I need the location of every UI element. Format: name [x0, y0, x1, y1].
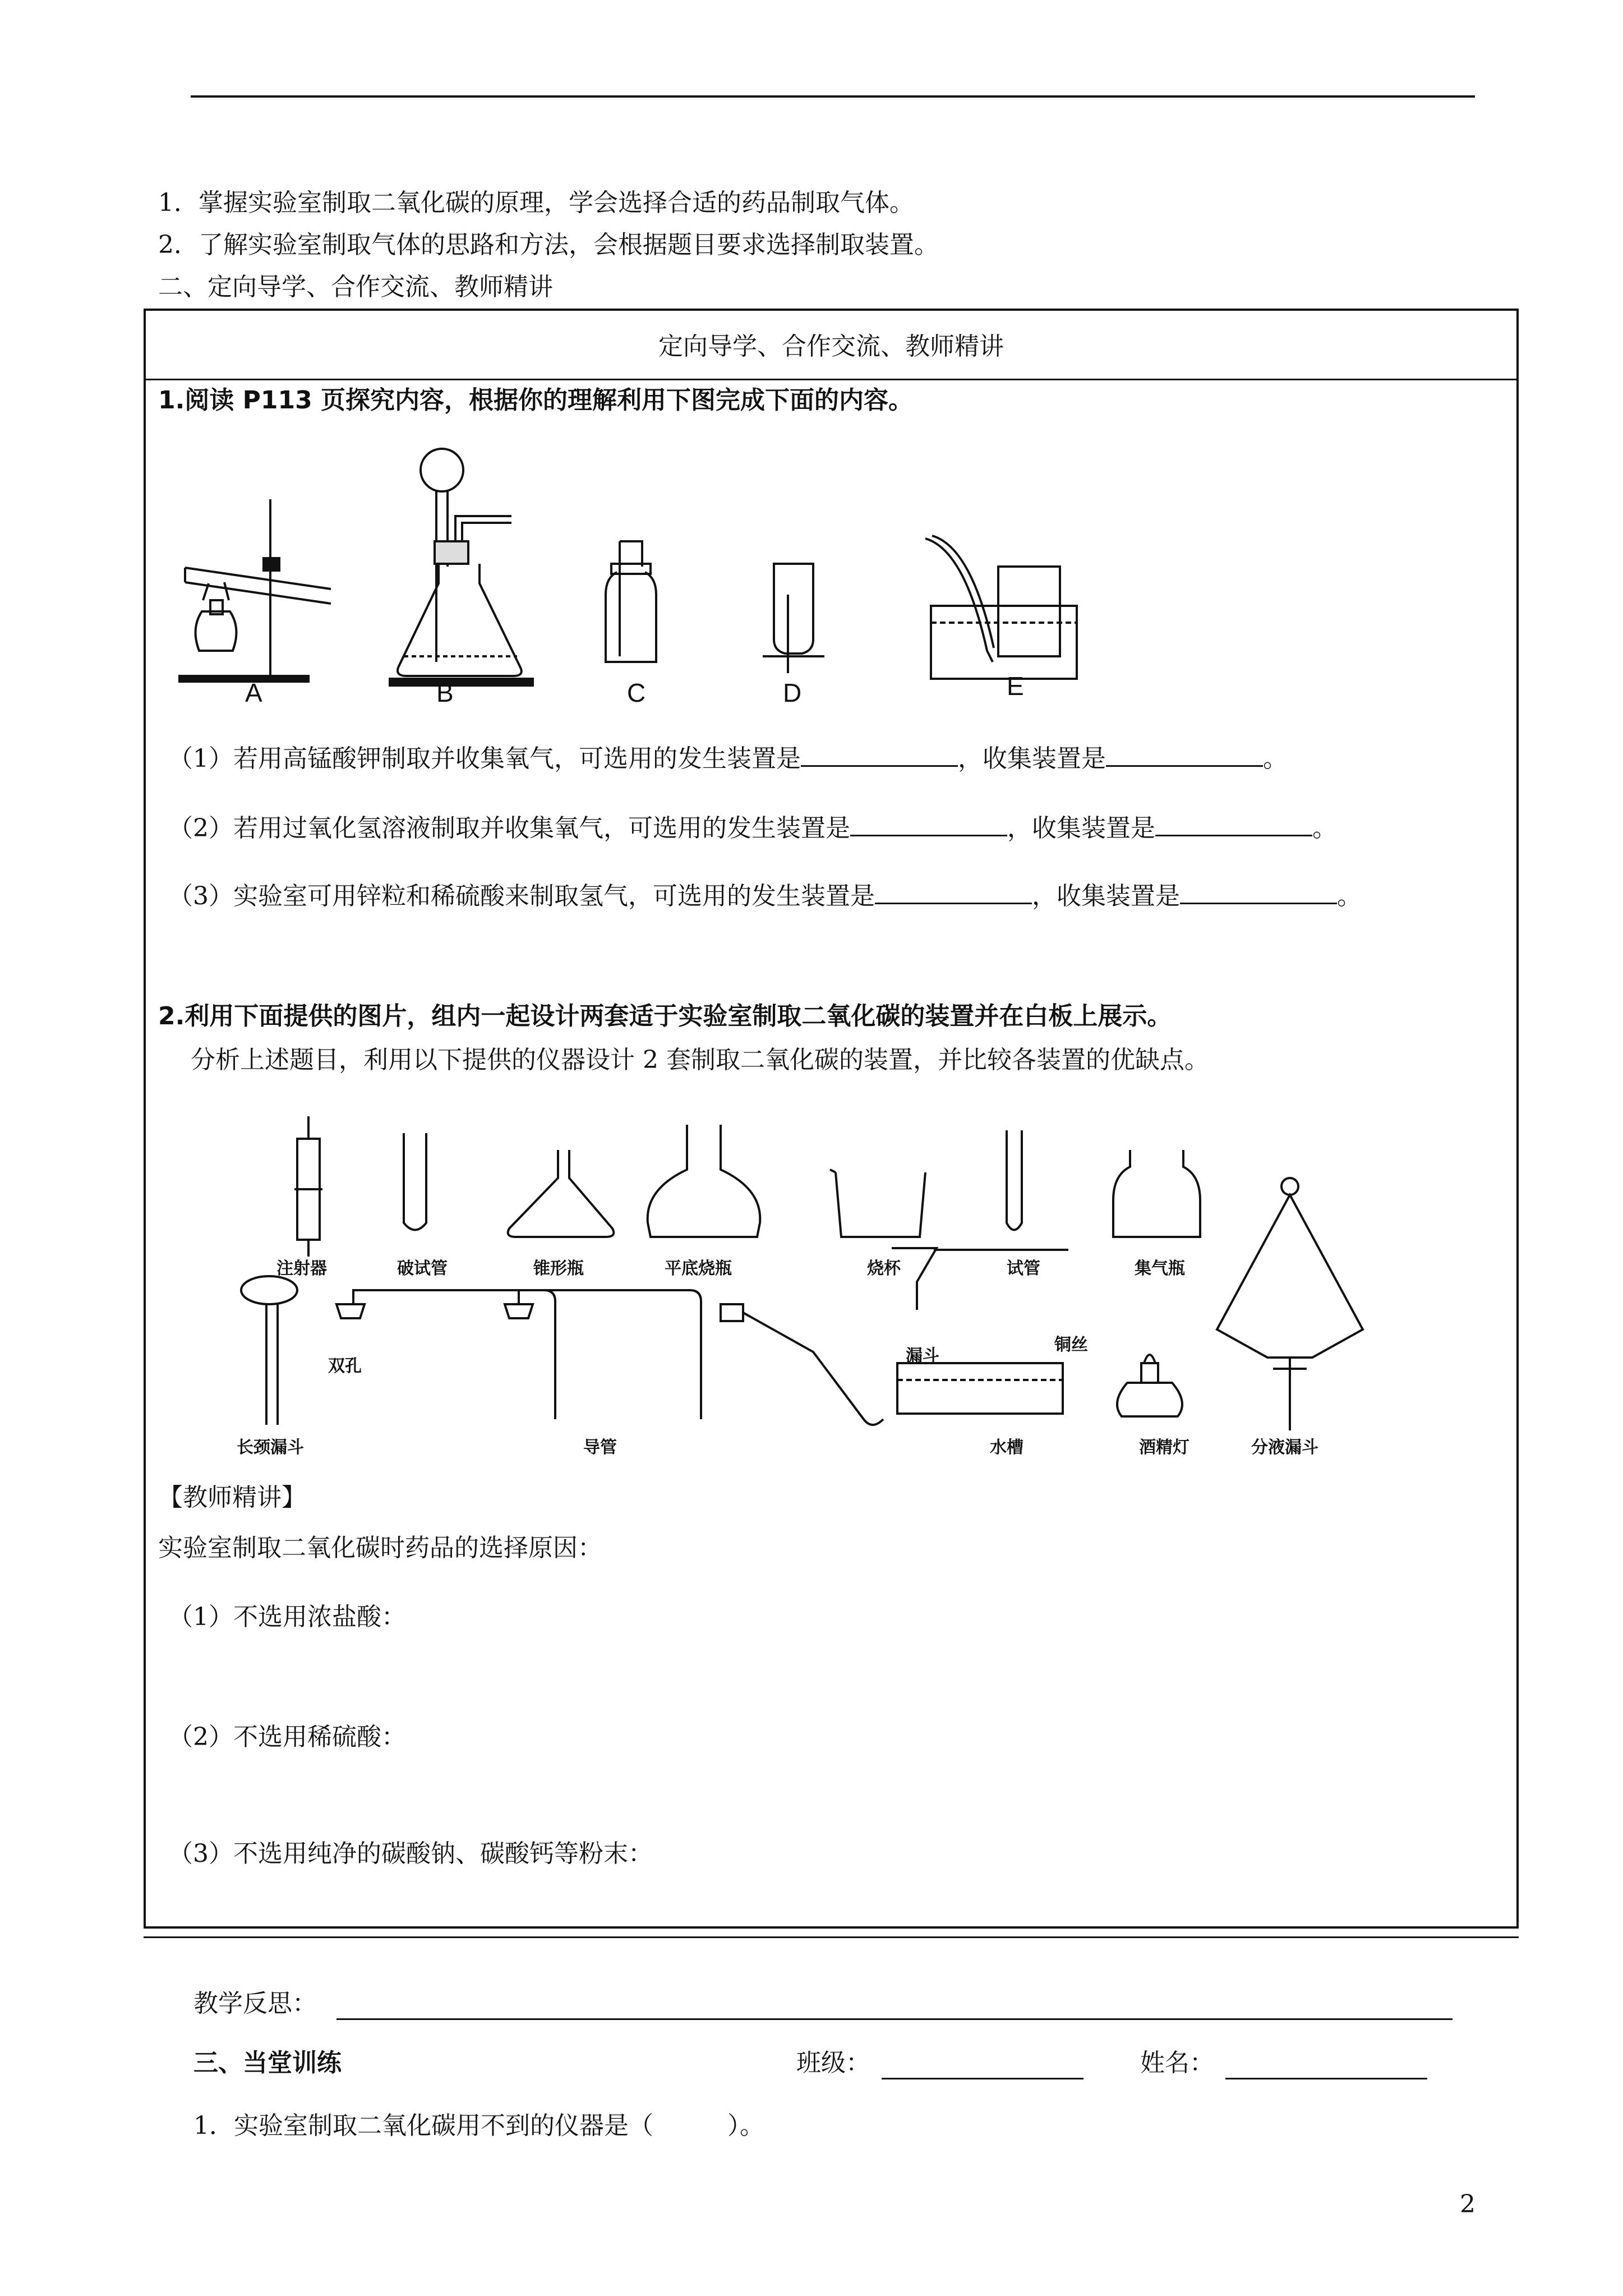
name-label: 姓名：: [1140, 2049, 1214, 2077]
instruments-figure: [213, 1116, 1391, 1453]
teacher-item-2: （2）不选用稀硫酸：: [168, 1723, 406, 1751]
table-header-divider: [144, 379, 1519, 380]
teacher-item-1: （1）不选用浓盐酸：: [168, 1603, 406, 1631]
label-long-funnel: 长颈漏斗: [237, 1438, 304, 1457]
name-blank[interactable]: [1225, 2078, 1427, 2079]
label-beaker: 烧杯: [867, 1259, 901, 1278]
page-number: 2: [1460, 2190, 1476, 2219]
objective-2: 2．了解实验室制取气体的思路和方法，会根据题目要求选择制取装置。: [158, 231, 939, 259]
q1-item-3-generator-blank[interactable]: [875, 877, 1032, 904]
label-water-trough: 水槽: [990, 1438, 1023, 1457]
label-funnel: 漏斗: [906, 1346, 939, 1366]
teacher-intro: 实验室制取二氧化碳时药品的选择原因：: [158, 1534, 602, 1562]
q1-item-3: （3）实验室可用锌粒和稀硫酸来制取氢气，可选用的发生装置是 ，收集装置是 。: [168, 877, 1362, 913]
q1-item-2: （2）若用过氧化氢溶液制取并收集氧气，可选用的发生装置是 ，收集装置是 。: [168, 809, 1337, 845]
q1-item-1: （1）若用高锰酸钾制取并收集氧气，可选用的发生装置是 ，收集装置是 。: [168, 739, 1288, 776]
question-2-description: 分析上述题目，利用以下提供的仪器设计 2 套制取二氧化碳的装置，并比较各装置的优缺点。: [191, 1046, 1209, 1074]
q1-item-1-collector-blank[interactable]: [1106, 739, 1263, 767]
label-separatory-funnel: 分液漏斗: [1251, 1438, 1318, 1457]
label-syringe: 注射器: [276, 1259, 327, 1278]
table-header: 定向导学、合作交流、教师精讲: [658, 332, 1004, 361]
question-2-title: 2.利用下面提供的图片，组内一起设计两套适于实验室制取二氧化碳的装置并在白板上展示。: [158, 1002, 1172, 1030]
q1-item-3-collector-blank[interactable]: [1180, 877, 1337, 904]
table-bottom-double-rule: [144, 1936, 1519, 1938]
class-blank[interactable]: [882, 2078, 1083, 2079]
apparatus-label-e: E: [1007, 671, 1024, 701]
section-2-heading: 二、定向导学、合作交流、教师精讲: [158, 273, 553, 301]
apparatus-figure-a-e: [168, 438, 1122, 718]
label-alcohol-lamp: 酒精灯: [1139, 1438, 1189, 1457]
label-gas-jar: 集气瓶: [1135, 1259, 1185, 1278]
teacher-item-3: （3）不选用纯净的碳酸钠、碳酸钙等粉末：: [168, 1839, 653, 1868]
label-broken-tube: 破试管: [397, 1259, 448, 1278]
header-rule: [191, 95, 1475, 98]
apparatus-label-a: A: [245, 678, 262, 707]
q1-item-2-collector-blank[interactable]: [1155, 809, 1312, 836]
reflection-label: 教学反思：: [193, 1989, 317, 2018]
question-1-title: 1.阅读 P113 页探究内容，根据你的理解利用下图完成下面的内容。: [158, 386, 914, 415]
q1-item-2-generator-blank[interactable]: [850, 809, 1007, 836]
reflection-line[interactable]: [336, 2018, 1453, 2020]
section-3-heading: 三、当堂训练: [193, 2049, 342, 2077]
label-conical-flask: 锥形瓶: [533, 1259, 584, 1278]
label-copper-wire: 铜丝: [1054, 1335, 1088, 1355]
objective-1: 1．掌握实验室制取二氧化碳的原理，学会选择合适的药品制取气体。: [158, 188, 914, 217]
class-label: 班级：: [796, 2049, 870, 2077]
training-question-1: 1．实验室制取二氧化碳用不到的仪器是（ ）。: [193, 2111, 764, 2140]
label-double-hole: 双孔: [328, 1356, 362, 1376]
q1-item-1-generator-blank[interactable]: [801, 739, 958, 767]
apparatus-label-c: C: [627, 678, 646, 707]
label-test-tube: 试管: [1007, 1259, 1040, 1278]
teacher-heading: 【教师精讲】: [158, 1483, 306, 1512]
apparatus-label-b: B: [436, 678, 454, 707]
label-flat-flask: 平底烧瓶: [665, 1259, 732, 1278]
label-tube: 导管: [583, 1438, 617, 1457]
apparatus-label-d: D: [783, 678, 802, 707]
